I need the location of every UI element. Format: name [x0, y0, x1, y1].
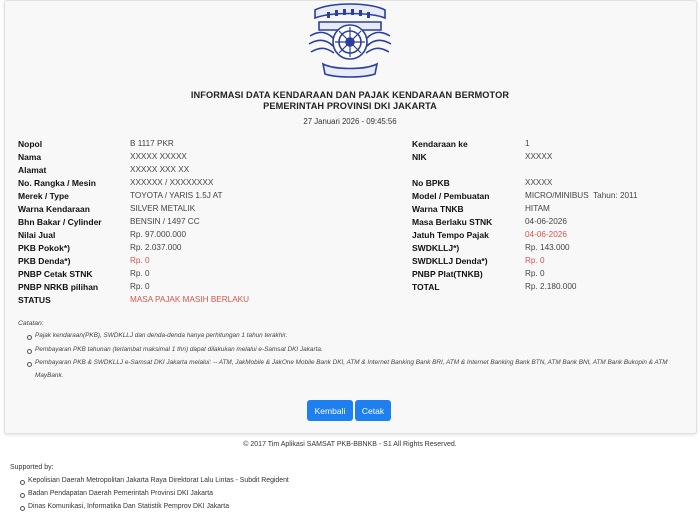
value-warna-tnkb: HITAM — [525, 204, 550, 213]
page-title-line2: PEMERINTAH PROVINSI DKI JAKARTA — [263, 101, 437, 111]
label-pnbp-cetak-stnk: PNBP Cetak STNK — [18, 269, 93, 279]
notes-title: Catatan: — [18, 320, 44, 327]
label-alamat: Alamat — [18, 165, 47, 175]
supported-by-title: Supported by: — [10, 464, 54, 471]
value-model-pembuatan: MICRO/MINIBUS Tahun: 2011 — [525, 191, 638, 200]
supporter-item: Badan Pendapatan Daerah Pemerintah Provinsi DKI Jakarta — [28, 490, 214, 497]
value-pnbp-plat: Rp. 0 — [525, 269, 545, 278]
label-bahan-bakar: Bhn Bakar / Cylinder — [18, 217, 102, 227]
status-badge: MASA PAJAK MASIH BERLAKU — [130, 295, 250, 304]
value-no-bpkb: XXXXX — [525, 178, 553, 187]
label-nopol: Nopol — [18, 139, 43, 149]
label-warna-kendaraan: Warna Kendaraan — [18, 204, 90, 214]
value-rangka-mesin: XXXXXX / XXXXXXXX — [130, 178, 214, 187]
value-swdkllj: Rp. 143.000 — [525, 243, 570, 252]
value-swdkllj-denda: Rp. 0 — [525, 256, 545, 265]
value-pnbp-cetak-stnk: Rp. 0 — [130, 269, 150, 278]
print-button[interactable]: Cetak — [355, 400, 391, 421]
note-item: Pembayaran PKB & SWDKLLJ e-Samsat DKI Jakarta melalui: -- ATM, JakMobile & JakOne Mobile Bank DKI, ATM & Internet Banking Bank BRI, ATM & Internet Banking Bank BTN, ATM Bank BNI, ATM Bank Bukopin & ATM MayBank. — [35, 357, 685, 382]
label-swdkllj-denda: SWDKLLJ Denda*) — [412, 256, 488, 266]
label-pkb-denda: PKB Denda*) — [18, 256, 71, 266]
label-kendaraan-ke: Kendaraan ke — [412, 139, 468, 149]
label-total: TOTAL — [412, 282, 440, 292]
label-nik: NIK — [412, 152, 427, 162]
label-masa-berlaku-stnk: Masa Berlaku STNK — [412, 217, 493, 227]
label-warna-tnkb: Warna TNKB — [412, 204, 464, 214]
note-item: Pembayaran PKB tahunan (terlambat maksimal 1 thn) dapat dilakukan melalui e-Samsat DKI Jakarta. — [35, 344, 685, 357]
value-kendaraan-ke: 1 — [525, 139, 530, 148]
supporter-item: Kepolisian Daerah Metropolitan Jakarta Raya Direktorat Lalu Lintas - Subdit Regident — [28, 477, 289, 484]
label-status: STATUS — [18, 295, 51, 305]
value-total: Rp. 2.180.000 — [525, 282, 577, 291]
value-pkb-denda: Rp. 0 — [130, 256, 150, 265]
label-jatuh-tempo-pajak: Jatuh Tempo Pajak — [412, 230, 489, 240]
note-item: Pajak kendaraan(PKB), SWDKLLJ dan denda-denda hanya perhitungan 1 tahun terakhir. — [35, 330, 685, 343]
label-pnbp-plat: PNBP Plat(TNKB) — [412, 269, 483, 279]
value-nilai-jual: Rp. 97.000.000 — [130, 230, 186, 239]
value-bahan-bakar: BENSIN / 1497 CC — [130, 217, 200, 226]
value-merek-type: TOYOTA / YARIS 1.5J AT — [130, 191, 223, 200]
value-nopol: B 1117 PKR — [130, 139, 174, 148]
value-pnbp-nrkb: Rp. 0 — [130, 282, 150, 291]
value-nik: XXXXX — [525, 152, 553, 161]
label-rangka-mesin: No. Rangka / Mesin — [18, 178, 96, 188]
label-nilai-jual: Nilai Jual — [18, 230, 56, 240]
label-model-pembuatan: Model / Pembuatan — [412, 191, 490, 201]
page-title-line1: INFORMASI DATA KENDARAAN DAN PAJAK KENDARAAN BERMOTOR — [190, 90, 510, 100]
back-button[interactable]: Kembali — [307, 400, 353, 421]
label-merek-type: Merek / Type — [18, 191, 69, 201]
supporter-item: Dinas Komunikasi, Informatika Dan Statistik Pemprov DKI Jakarta — [28, 503, 230, 510]
value-nama: XXXXX XXXXX — [130, 152, 187, 161]
value-pkb-pokok: Rp. 2.037.000 — [130, 243, 182, 252]
value-jatuh-tempo-pajak: 04-06-2026 — [525, 230, 567, 239]
copyright-footer: © 2017 Tim Aplikasi SAMSAT PKB-BBNKB - S1 All Rights Reserved. — [243, 441, 457, 448]
label-no-bpkb: No BPKB — [412, 178, 450, 188]
police-emblem-logo — [305, 0, 395, 82]
datetime-stamp: 27 Januari 2026 - 09:45:56 — [303, 117, 397, 126]
label-swdkllj: SWDKLLJ*) — [412, 243, 460, 253]
value-alamat: XXXXX XXX XX — [130, 165, 190, 174]
label-nama: Nama — [18, 152, 42, 162]
value-masa-berlaku-stnk: 04-06-2026 — [525, 217, 567, 226]
value-warna-kendaraan: SILVER METALIK — [130, 204, 196, 213]
label-pnbp-nrkb: PNBP NRKB pilihan — [18, 282, 99, 292]
label-pkb-pokok: PKB Pokok*) — [18, 243, 70, 253]
